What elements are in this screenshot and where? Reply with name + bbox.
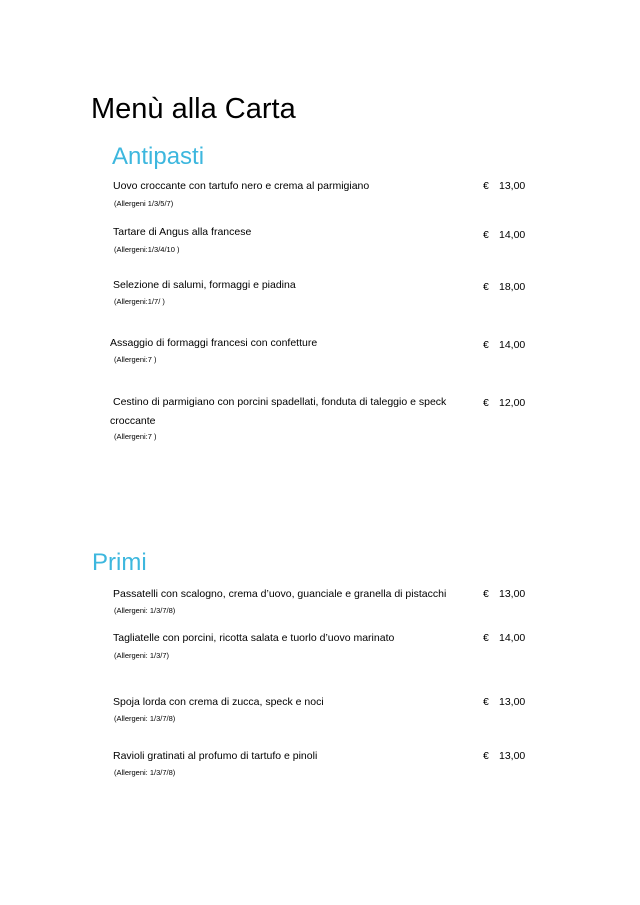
price (483, 696, 525, 709)
dish-name: Passatelli con scalogno, crema d’uovo, guanciale e granella di pistacchi (113, 588, 447, 600)
dish-name: Uovo croccante con tartufo nero e crema al parmigiano (113, 180, 370, 192)
section-heading-primi: Primi (92, 549, 147, 576)
price-value: 13,00 (499, 696, 526, 708)
price (483, 397, 525, 410)
price-value: 13,00 (499, 588, 526, 600)
price (483, 339, 525, 352)
dish-name: Tartare di Angus alla francese (113, 226, 252, 238)
allergen-info: (Allergeni:7 ) (114, 355, 157, 364)
price (483, 750, 525, 763)
currency-symbol: € (483, 229, 489, 241)
currency-symbol: € (483, 750, 489, 762)
currency-symbol: € (483, 180, 489, 192)
price (483, 281, 525, 294)
price (483, 632, 525, 645)
currency-symbol: € (483, 339, 489, 351)
currency-symbol: € (483, 588, 489, 600)
allergen-info: (Allergeni: 1/3/7) (114, 651, 170, 660)
allergen-info: (Allergeni: 1/3/7/8) (114, 768, 176, 777)
allergen-info: (Allergeni: 1/3/7/8) (114, 714, 176, 723)
price-value: 12,00 (499, 397, 526, 409)
price-value: 13,00 (499, 180, 526, 192)
price-value: 14,00 (499, 632, 526, 644)
dish-name: Tagliatelle con porcini, ricotta salata e tuorlo d’uovo marinato (113, 632, 395, 644)
currency-symbol: € (483, 281, 489, 293)
allergen-info: (Allergeni:1/7/ ) (114, 297, 165, 306)
dish-name: Selezione di salumi, formaggi e piadina (113, 279, 296, 291)
allergen-info: (Allergeni:1/3/4/10 ) (114, 245, 180, 254)
allergen-info: (Allergeni: 1/3/7/8) (114, 606, 176, 615)
allergen-info: (Allergeni:7 ) (114, 432, 157, 441)
dish-name: Cestino di parmigiano con porcini spadellati, fonduta di taleggio e speck croccante (110, 396, 447, 427)
price-value: 13,00 (499, 750, 526, 762)
price (483, 180, 525, 193)
price-value: 18,00 (499, 281, 526, 293)
section-heading-antipasti: Antipasti (112, 143, 205, 170)
allergen-info: (Allergeni 1/3/5/7) (114, 199, 174, 208)
price-value: 14,00 (499, 339, 526, 351)
page-title: Menù alla Carta (91, 93, 296, 125)
currency-symbol: € (483, 397, 489, 409)
price (483, 229, 525, 242)
dish-name: Assaggio di formaggi francesi con confetture (110, 337, 318, 349)
dish-name: Spoja lorda con crema di zucca, speck e noci (113, 696, 324, 708)
price (483, 588, 525, 601)
currency-symbol: € (483, 696, 489, 708)
price-value: 14,00 (499, 229, 526, 241)
currency-symbol: € (483, 632, 489, 644)
dish-name: Ravioli gratinati al profumo di tartufo e pinoli (113, 750, 318, 762)
